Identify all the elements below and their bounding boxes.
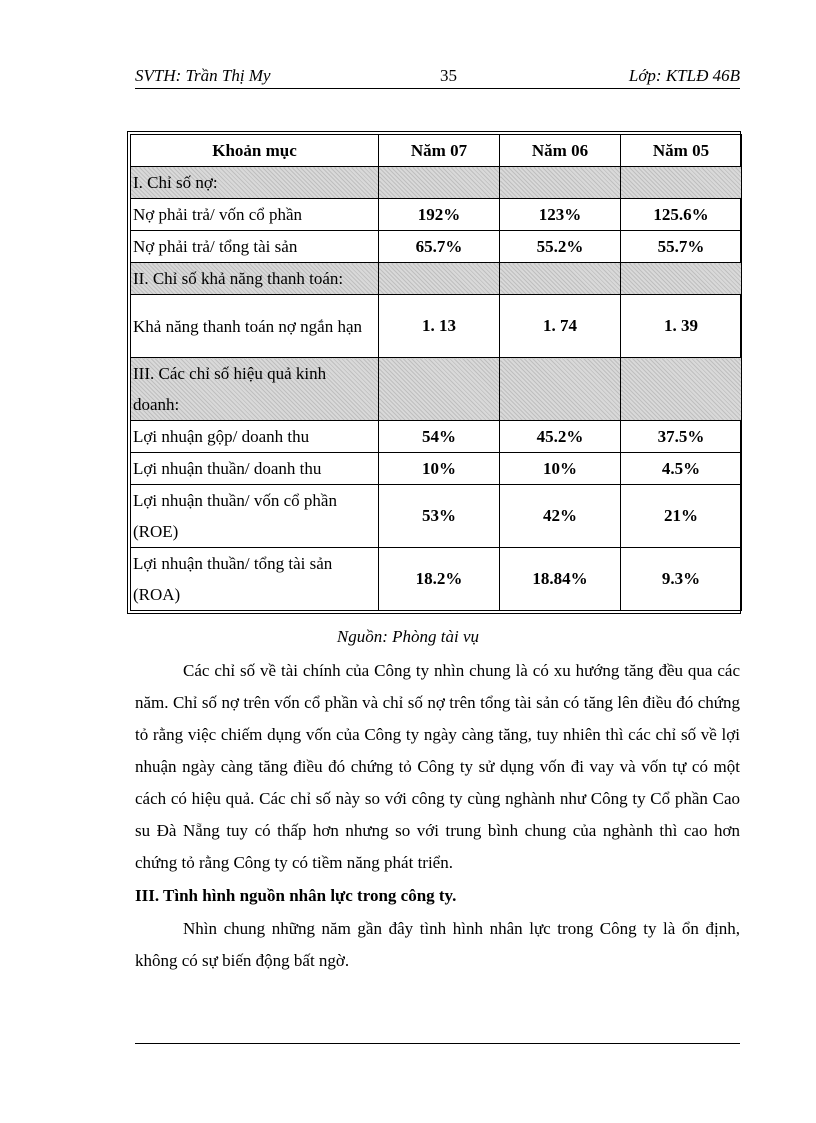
table-header-row [131,135,742,167]
cell-value: 21% [621,485,742,548]
cell-value: 1. 74 [500,295,621,358]
cell-value: 55.7% [621,231,742,263]
table-source-caption: Nguồn: Phòng tài vụ [336,627,480,646]
column-header-year05: Năm 05 [621,135,742,167]
cell-value: 54% [379,421,500,453]
paragraph: Nhìn chung những năm gần đây tình hình nhân lực trong Công ty là ổn định, không có sự biến động bất ngờ. [135,919,740,970]
cell-value: 18.84% [500,548,621,611]
section-title: I. Chỉ số nợ: [131,167,379,199]
cell-value: 10% [500,453,621,485]
table-row [131,453,742,485]
footer-rule [135,1043,740,1044]
table-row [131,231,742,263]
cell-value: 125.6% [621,199,742,231]
cell-value: 192% [379,199,500,231]
cell-value: 37.5% [621,421,742,453]
cell-value: 53% [379,485,500,548]
column-header-year06: Năm 06 [500,135,621,167]
page-number: 35 [440,66,457,85]
cell-value: 18.2% [379,548,500,611]
row-label: Nợ phải trả/ vốn cổ phần [131,199,379,231]
student-name: SVTH: Trần Thị My [135,66,271,85]
cell-value: 1. 39 [621,295,742,358]
row-label: Lợi nhuận gộp/ doanh thu [131,421,379,453]
table-row [131,421,742,453]
section-heading: III. Tình hình nguồn nhân lực trong công ty. [135,886,457,905]
row-label: Lợi nhuận thuần/ vốn cổ phần (ROE) [131,485,379,548]
table-row [131,548,742,611]
cell-value: 10% [379,453,500,485]
table-row [131,199,742,231]
class-code: Lớp: KTLĐ 46B [628,66,740,85]
row-label: Khả năng thanh toán nợ ngắn hạn [131,295,379,358]
financial-ratios-table [127,131,741,614]
paragraph: Các chỉ số về tài chính của Công ty nhìn chung là có xu hướng tăng đều qua các năm. Chỉ số nợ trên vốn cổ phần và chỉ số nợ trên tổng tài sản có tăng lên điều đó chứng tỏ rằng việc chiếm dụng vốn của Công ty ngày càng tăng, tuy nhiên thì các chỉ số về lợi nhuận ngày càng tăng điều đó chứng tỏ Công ty sử dụng vốn đi vay và vốn tự có một cách có hiệu quả. Các chỉ số này so với công ty cùng nghành như Công ty Cổ phần Cao su Đà Nẵng tuy có thấp hơn nhưng so với trung bình chung của nghành thì cao hơn chứng tỏ rằng Công ty có tiềm năng phát triển. [135,661,740,872]
row-label: Lợi nhuận thuần/ tổng tài sản (ROA) [131,548,379,611]
table-row [131,295,742,358]
section-title: III. Các chỉ số hiệu quả kinh doanh: [131,358,379,421]
cell-value: 123% [500,199,621,231]
column-header-item: Khoản mục [131,135,379,167]
cell-value: 65.7% [379,231,500,263]
table-row [131,485,742,548]
column-header-year07: Năm 07 [379,135,500,167]
row-label: Lợi nhuận thuần/ doanh thu [131,453,379,485]
section-title: II. Chỉ số khả năng thanh toán: [131,263,379,295]
body-text [135,655,740,977]
cell-value: 9.3% [621,548,742,611]
page-header [135,64,740,89]
cell-value: 45.2% [500,421,621,453]
cell-value: 55.2% [500,231,621,263]
cell-value: 1. 13 [379,295,500,358]
row-label: Nợ phải trả/ tổng tài sản [131,231,379,263]
cell-value: 42% [500,485,621,548]
section-row-efficiency [131,358,742,421]
section-row-liquidity [131,263,742,295]
cell-value: 4.5% [621,453,742,485]
section-row-debt [131,167,742,199]
